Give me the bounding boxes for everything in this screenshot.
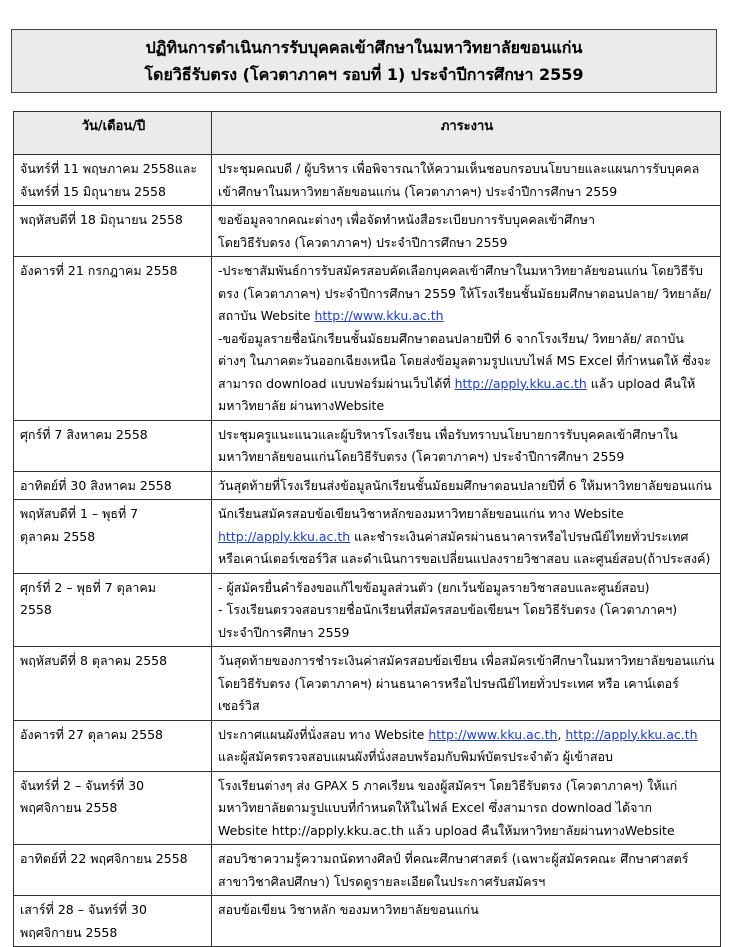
task-line xyxy=(218,503,716,526)
date-cell xyxy=(14,471,212,500)
task-line xyxy=(218,373,716,396)
url-link[interactable]: http://apply.kku.ac.th xyxy=(218,528,351,544)
task-text: นักเรียนสมัครสอบข้อเขียนวิชาหลักของมหาวิทยาลัยขอนแก่น ทาง Website xyxy=(218,506,624,521)
date-line: จันทร์ที่ 2 – จันทร์ที่ 30 xyxy=(20,777,145,793)
table-row xyxy=(14,896,721,947)
date-cell xyxy=(14,771,212,845)
date-cell xyxy=(14,720,212,771)
table-row xyxy=(14,500,721,574)
task-text: โดยวิธีรับตรง (โควตาภาคฯ) ผ่านธนาคารหรือไปรษณีย์ไทยทั่วประเทศ หรือ เคาน์เตอร์ xyxy=(218,675,679,691)
date-line: เสาร์ที่ 28 – จันทร์ที่ 30 xyxy=(20,902,147,917)
task-line xyxy=(218,599,716,622)
date-cell xyxy=(14,845,212,896)
task-line xyxy=(218,305,716,328)
task-text: มหาวิทยาลัยขอนแก่นโดยวิธีรับตรง (โควตาภาคฯ) ประจำปีการศึกษา 2559 xyxy=(218,449,625,464)
date-line: พฤศจิกายน 2558 xyxy=(20,800,118,815)
task-line xyxy=(218,548,716,571)
task-text: -ประชาสัมพันธ์การรับสมัครสอบคัดเลือกบุคคลเข้าศึกษาในมหาวิทยาลัยขอนแก่น โดยวิธีรับ xyxy=(218,263,703,278)
table-row xyxy=(14,845,721,896)
date-cell xyxy=(14,896,212,947)
task-text: สาขาวิชาศิลปศึกษา) โปรดดูรายละเอียดในประกาศรับสมัครฯ xyxy=(218,873,546,889)
task-text: มหาวิทยาลัย ผ่านทางWebsite xyxy=(218,398,385,413)
url-link[interactable]: http://apply.kku.ac.th xyxy=(454,375,587,391)
task-text: และผู้สมัครตรวจสอบแผนผังที่นั่งสอบพร้อมกับพิมพ์บัตรประจำตัว ผู้เข้าสอบ xyxy=(218,749,613,764)
date-line: 2558 xyxy=(20,602,52,617)
task-line xyxy=(218,283,716,306)
date-cell xyxy=(14,420,212,471)
date-line: พฤหัสบดีที่ 8 ตุลาคม 2558 xyxy=(20,653,168,668)
task-text: วันสุดท้ายที่โรงเรียนส่งข้อมูลนักเรียนชั้นมัธยมศึกษาตอนปลายปีที่ 6 ให้มหาวิทยาลัยขอนแก่น xyxy=(218,477,712,493)
task-line xyxy=(218,746,716,769)
task-line xyxy=(218,695,716,718)
date-line: จันทร์ที่ 15 มิถุนายน 2558 xyxy=(20,183,166,199)
task-line xyxy=(218,899,716,922)
task-text: โรงเรียนต่างๆ ส่ง GPAX 5 ภาคเรียน ของผู้สมัครฯ โดยวิธีรับตรง (โควตาภาคฯ) ให้แก่ xyxy=(218,777,678,793)
task-line xyxy=(218,622,716,645)
task-line xyxy=(218,577,716,600)
task-line xyxy=(218,797,716,820)
table-row xyxy=(14,647,721,721)
table-row xyxy=(14,155,721,206)
task-cell xyxy=(212,420,721,471)
task-text: ต่างๆ ในภาคตะวันออกเฉียงเหนือ โดยส่งข้อมูลตามรูปแบบไฟล์ MS Excel ที่กำหนดให้ ซึ่งจะ xyxy=(218,353,711,368)
task-cell xyxy=(212,896,721,947)
header-task: ภาระงาน xyxy=(212,112,721,155)
task-line xyxy=(218,209,716,232)
task-cell xyxy=(212,771,721,845)
title-line-1: ปฏิทินการดำเนินการรับบุคคลเข้าศึกษาในมหาวิทยาลัยขอนแก่น xyxy=(145,38,583,57)
task-line xyxy=(218,724,716,747)
task-cell xyxy=(212,471,721,500)
task-line xyxy=(218,424,716,447)
date-cell xyxy=(14,573,212,647)
task-line xyxy=(218,871,716,894)
date-cell xyxy=(14,500,212,574)
header-date: วัน/เดือน/ปี xyxy=(14,112,212,155)
task-text: ประกาศแผนผังที่นั่งสอบ ทาง Website xyxy=(218,726,429,742)
table-row xyxy=(14,720,721,771)
date-cell xyxy=(14,155,212,206)
task-line xyxy=(218,820,716,843)
task-text: สามารถ download แบบฟอร์มผ่านเว็บได้ที่ xyxy=(218,375,455,391)
title-box xyxy=(11,29,717,93)
table-row xyxy=(14,471,721,500)
task-text: สอบข้อเขียน วิชาหลัก ของมหาวิทยาลัยขอนแก่น xyxy=(218,902,479,917)
task-text: วันสุดท้ายของการชำระเงินค่าสมัครสอบข้อเขียน เพื่อสมัครเข้าศึกษาในมหาวิทยาลัยขอนแก่น xyxy=(218,653,715,668)
task-text: เข้าศึกษาในมหาวิทยาลัยขอนแก่น (โควตาภาคฯ) ประจำปีการศึกษา 2559 xyxy=(218,183,618,199)
date-line: ศุกร์ที่ 2 – พุธที่ 7 ตุลาคม xyxy=(20,579,156,595)
task-text: ขอข้อมูลจากคณะต่างๆ เพื่อจัดทำหนังสือระเบียบการรับบุคคลเข้าศึกษา xyxy=(218,212,596,227)
task-text: สอบวิชาความรู้ความถนัดทางศิลป์ ที่คณะศึกษาศาสตร์ (เฉพาะผู้สมัครคณะ ศึกษาศาสตร์ xyxy=(218,851,689,866)
url-link[interactable]: http://www.kku.ac.th xyxy=(314,308,444,323)
date-line: อังคารที่ 27 ตุลาคม 2558 xyxy=(20,726,163,742)
date-cell xyxy=(14,647,212,721)
task-text: ประชุมครูแนะแนวและผู้บริหารโรงเรียน เพื่อรับทราบนโยบายการรับบุคคลเข้าศึกษาใน xyxy=(218,426,678,442)
task-cell xyxy=(212,647,721,721)
task-text: แล้ว upload คืนให้ xyxy=(586,375,696,391)
task-cell xyxy=(212,573,721,647)
date-line: พฤหัสบดีที่ 18 มิถุนายน 2558 xyxy=(20,212,183,227)
table-row xyxy=(14,206,721,257)
date-line: อาทิตย์ที่ 30 สิงหาคม 2558 xyxy=(20,477,172,493)
task-text: เซอร์วิส xyxy=(218,698,260,713)
date-line: จันทร์ที่ 11 พฤษภาคม 2558และ xyxy=(20,161,198,176)
task-line xyxy=(218,158,716,181)
task-text: สถาบัน Website xyxy=(218,308,315,323)
date-line: ตุลาคม 2558 xyxy=(20,528,96,544)
task-line xyxy=(218,446,716,469)
schedule-body xyxy=(14,155,721,947)
date-line: พฤหัสบดีที่ 1 – พุธที่ 7 xyxy=(20,506,139,521)
task-line xyxy=(218,775,716,798)
date-cell xyxy=(14,206,212,257)
task-cell xyxy=(212,500,721,574)
url-link[interactable]: http://apply.kku.ac.th xyxy=(565,726,698,742)
date-cell xyxy=(14,257,212,421)
task-line xyxy=(218,848,716,871)
date-line: อังคารที่ 21 กรกฎาคม 2558 xyxy=(20,263,178,278)
date-line: ศุกร์ที่ 7 สิงหาคม 2558 xyxy=(20,426,148,442)
task-line xyxy=(218,350,716,373)
task-text: ประจำปีการศึกษา 2559 xyxy=(218,624,350,640)
task-text: มหาวิทยาลัยตามรูปแบบที่กำหนดให้ในไฟล์ Excel ซึ่งสามารถ download ได้จาก xyxy=(218,800,653,815)
task-cell xyxy=(212,720,721,771)
task-text: หรือเคาน์เตอร์เซอร์วิส และดำเนินการขอเปลี่ยนแปลงรายวิชาสอบ และศูนย์สอบ(ถ้าประสงค์) xyxy=(218,551,711,566)
task-text: โดยวิธีรับตรง (โควตาภาคฯ) ประจำปีการศึกษา 2559 xyxy=(218,234,508,250)
task-line xyxy=(218,232,716,255)
task-line xyxy=(218,395,716,418)
task-text: และชำระเงินค่าสมัครผ่านธนาคารหรือไปรษณีย์ไทยทั่วประเทศ xyxy=(350,528,689,544)
task-line xyxy=(218,526,716,549)
task-line xyxy=(218,260,716,283)
task-cell xyxy=(212,845,721,896)
table-row xyxy=(14,420,721,471)
task-text: -ขอข้อมูลรายชื่อนักเรียนชั้นมัธยมศึกษาตอนปลายปีที่ 6 จากโรงเรียน/ วิทยาลัย/ สถาบัน xyxy=(218,330,684,346)
schedule-table xyxy=(13,111,721,947)
table-header-row xyxy=(14,112,721,155)
table-row xyxy=(14,771,721,845)
task-text: , xyxy=(557,726,566,742)
task-text: - โรงเรียนตรวจสอบรายชื่อนักเรียนที่สมัครสอบข้อเขียนฯ โดยวิธีรับตรง (โควตาภาคฯ) xyxy=(218,602,678,617)
task-cell xyxy=(212,206,721,257)
task-line xyxy=(218,181,716,204)
task-line xyxy=(218,475,716,498)
table-row xyxy=(14,257,721,421)
task-line xyxy=(218,673,716,696)
date-line: อาทิตย์ที่ 22 พฤศจิกายน 2558 xyxy=(20,851,188,866)
task-cell xyxy=(212,257,721,421)
title-line-2: โดยวิธีรับตรง (โควตาภาคฯ รอบที่ 1) ประจำปีการศึกษา 2559 xyxy=(144,65,584,84)
date-line: พฤศจิกายน 2558 xyxy=(20,924,118,940)
task-text: Website http://apply.kku.ac.th แล้ว upload คืนให้มหาวิทยาลัยผ่านทางWebsite xyxy=(218,822,675,838)
task-line xyxy=(218,650,716,673)
task-text: ตรง (โควตาภาคฯ) ประจำปีการศึกษา 2559 ให้โรงเรียนชั้นมัธยมศึกษาตอนปลาย/ วิทยาลัย/ xyxy=(218,285,712,301)
url-link[interactable]: http://www.kku.ac.th xyxy=(428,726,558,742)
task-text: - ผู้สมัครยื่นคำร้องขอแก้ไขข้อมูลส่วนตัว (ยกเว้นข้อมูลรายวิชาสอบและศูนย์สอบ) xyxy=(218,579,650,595)
task-line xyxy=(218,328,716,351)
table-row xyxy=(14,573,721,647)
task-text: ประชุมคณบดี / ผู้บริหาร เพื่อพิจารณาให้ความเห็นชอบกรอบนโยบายและแผนการรับบุคคล xyxy=(218,161,700,176)
task-cell xyxy=(212,155,721,206)
